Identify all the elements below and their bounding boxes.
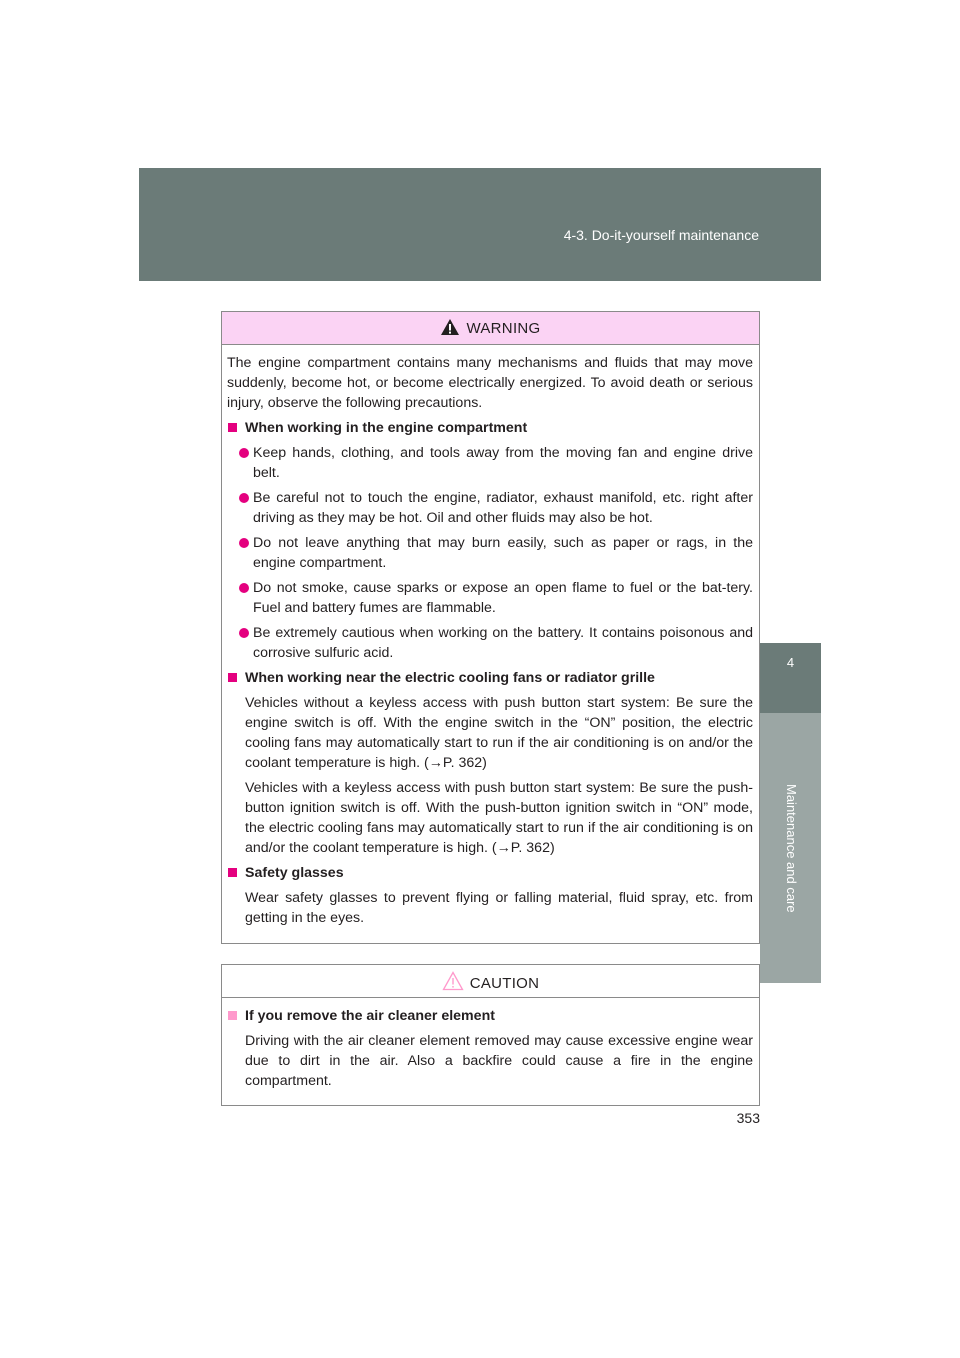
paragraph: Driving with the air cleaner element removed may cause excessive engine wear due to dirt in the air. Also a backfire could cause a fire in the engine compartment. <box>245 1033 753 1089</box>
circle-bullet-icon <box>239 583 249 593</box>
warning-title: WARNING <box>466 320 541 337</box>
chapter-label: Maintenance and care <box>784 783 799 913</box>
section-heading: When working near the electric cooling fans or radiator grille <box>227 668 753 688</box>
circle-bullet-icon <box>239 538 249 548</box>
chapter-tab <box>760 643 821 713</box>
square-bullet-icon <box>228 868 237 877</box>
caution-title: CAUTION <box>469 975 540 992</box>
paragraph: Vehicles with a keyless access with push button start system: Be sure the push-button ignition switch is off. With the push-button ignition switch in “ON” mode, the electric cooling fans may automatically start to run if the air conditioning is on and/or the coolant temperature is high. (→P. 362) <box>245 780 753 856</box>
paragraph: Vehicles without a keyless access with push button start system: Be sure the engine switch is off. With the engine switch in the “ON” position, the electric cooling fans may automatically start to run if the air conditioning is on and/or the coolant temperature is high. (→P. 362) <box>245 695 753 771</box>
circle-bullet-icon <box>239 628 249 638</box>
caution-triangle-icon <box>442 971 464 991</box>
warning-box <box>221 311 760 944</box>
list-item: Do not smoke, cause sparks or expose an open flame to fuel or the bat-tery. Fuel and battery fumes are flammable. <box>227 578 753 618</box>
warning-header <box>222 312 759 345</box>
circle-bullet-icon <box>239 448 249 458</box>
section-heading: If you remove the air cleaner element <box>227 1006 753 1026</box>
section-heading: When working in the engine compartment <box>227 418 753 438</box>
section-heading: Safety glasses <box>227 863 753 883</box>
circle-bullet-icon <box>239 493 249 503</box>
paragraph: Wear safety glasses to prevent flying or falling material, fluid spray, etc. from getting in the eyes. <box>245 890 753 926</box>
square-bullet-icon <box>228 673 237 682</box>
chapter-number: 4 <box>786 655 795 670</box>
list-item: Do not leave anything that may burn easily, such as paper or rags, in the engine compartment. <box>227 533 753 573</box>
page-number: 353 <box>736 1110 760 1126</box>
chapter-tab-label-area <box>760 713 821 983</box>
list-item: Keep hands, clothing, and tools away from the moving fan and engine drive belt. <box>227 443 753 483</box>
chapter-header-band <box>139 168 821 281</box>
list-item: Be careful not to touch the engine, radiator, exhaust manifold, etc. right after driving as they may be hot. Oil and other fluids may also be hot. <box>227 488 753 528</box>
warning-intro: The engine compartment contains many mechanisms and fluids that may move suddenly, become hot, or become electrically energized. To avoid death or serious injury, observe the following precautions. <box>227 355 753 411</box>
warning-triangle-icon <box>440 318 460 336</box>
caution-header <box>222 965 759 998</box>
square-bullet-icon <box>228 423 237 432</box>
square-bullet-icon <box>228 1011 237 1020</box>
list-item: Be extremely cautious when working on the battery. It contains poisonous and corrosive sulfuric acid. <box>227 623 753 663</box>
section-title: 4-3. Do-it-yourself maintenance <box>563 227 759 243</box>
caution-box <box>221 964 760 1106</box>
